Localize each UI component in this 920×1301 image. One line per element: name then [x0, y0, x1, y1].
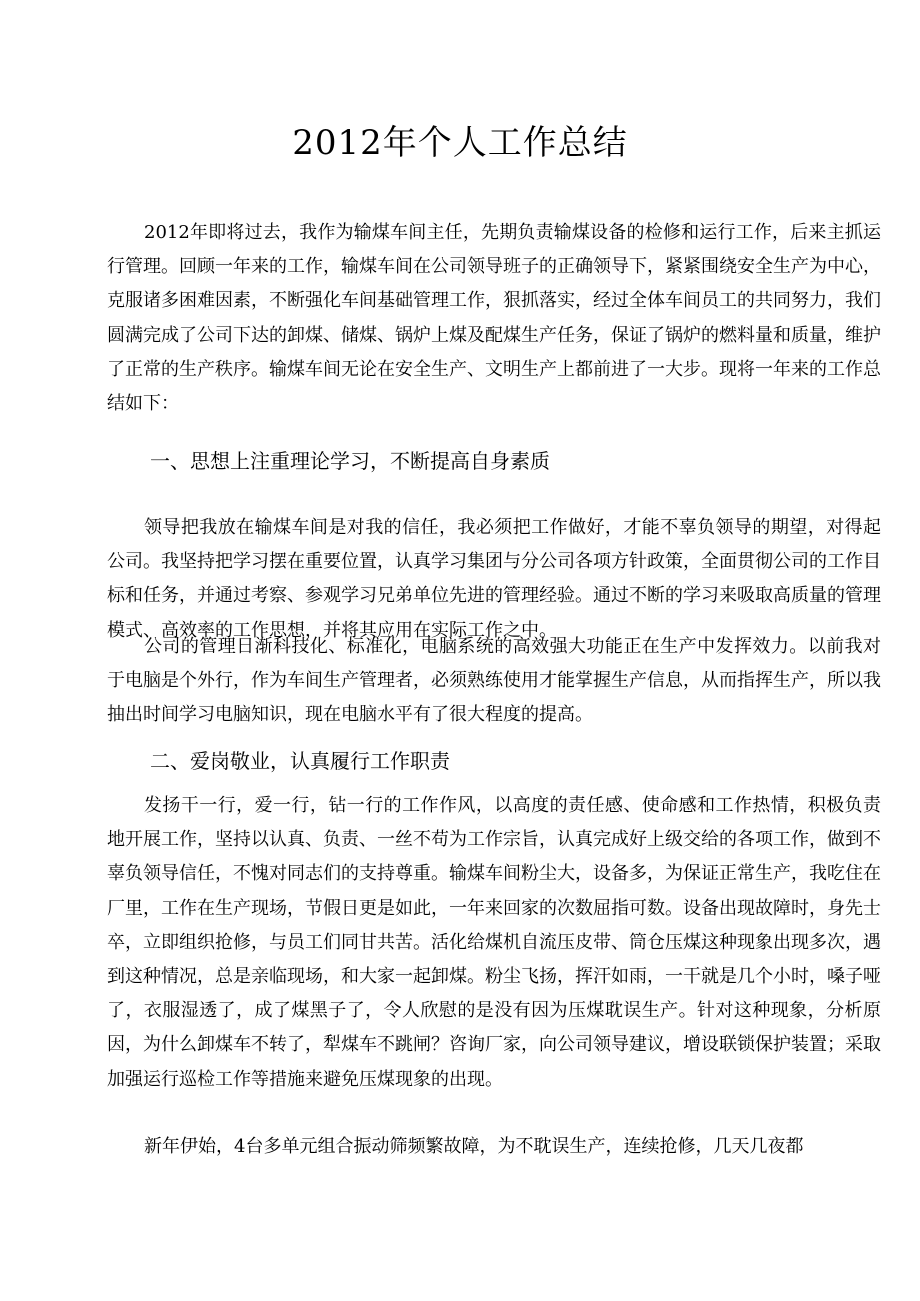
paragraph-duty-2: 新年伊始，4台多单元组合振动筛频繁故障，为不耽误生产，连续抢修，几天几夜都: [144, 1136, 804, 1157]
paragraph-study-1: 领导把我放在输煤车间是对我的信任，我必须把工作做好，才能不辜负领导的期望，对得起公司。我坚持把学习摆在重要位置，认真学习集团与分公司各项方针政策，全面贯彻公司的工作目标和任务，并通过考察、参观学习兄弟单位先进的管理经验。通过不断的学习来吸取高质量的管理模式、高效率的工作思想，并将其应用在实际工作之中。: [107, 517, 881, 641]
page-title: 2012年个人工作总结: [292, 123, 628, 163]
paragraph-study-2: 公司的管理日渐科技化、标准化，电脑系统的高效强大功能正在生产中发挥效力。以前我对于电脑是个外行，作为车间生产管理者，必须熟练使用才能掌握生产信息，从而指挥生产，所以我抽出时间学习电脑知识，现在电脑水平有了很大程度的提高。: [107, 636, 881, 726]
section-heading-1: 一、思想上注重理论学习，不断提高自身素质: [150, 449, 550, 473]
section-heading-2: 二、爱岗敬业，认真履行工作职责: [150, 749, 450, 773]
paragraph-intro: 2012年即将过去，我作为输煤车间主任，先期负责输煤设备的检修和运行工作，后来主抓运行管理。回顾一年来的工作，输煤车间在公司领导班子的正确领导下，紧紧围绕安全生产为中心，克服诸多困难因素，不断强化车间基础管理工作，狠抓落实，经过全体车间员工的共同努力，我们圆满完成了公司下达的卸煤、储煤、锅炉上煤及配煤生产任务，保证了锅炉的燃料量和质量，维护了正常的生产秩序。输煤车间无论在安全生产、文明生产上都前进了一大步。现将一年来的工作总结如下：: [107, 222, 881, 415]
paragraph-duty-1: 发扬干一行，爱一行，钻一行的工作作风，以高度的责任感、使命感和工作热情，积极负责地开展工作，坚持以认真、负责、一丝不苟为工作宗旨，认真完成好上级交给的各项工作，做到不辜负领导信任，不愧对同志们的支持尊重。输煤车间粉尘大，设备多，为保证正常生产，我吃住在厂里，工作在生产现场，节假日更是如此，一年来回家的次数屈指可数。设备出现故障时，身先士卒，立即组织抢修，与员工们同甘共苦。活化给煤机自流压皮带、筒仓压煤这种现象出现多次，遇到这种情况，总是亲临现场，和大家一起卸煤。粉尘飞扬，挥汗如雨，一干就是几个小时，嗓子哑了，衣服湿透了，成了煤黑子了，令人欣慰的是没有因为压煤耽误生产。针对这种现象，分析原因，为什么卸煤车不转了，犁煤车不跳闸？咨询厂家，向公司领导建议，增设联锁保护装置；采取加强运行巡检工作等措施来避免压煤现象的出现。: [107, 795, 881, 1090]
